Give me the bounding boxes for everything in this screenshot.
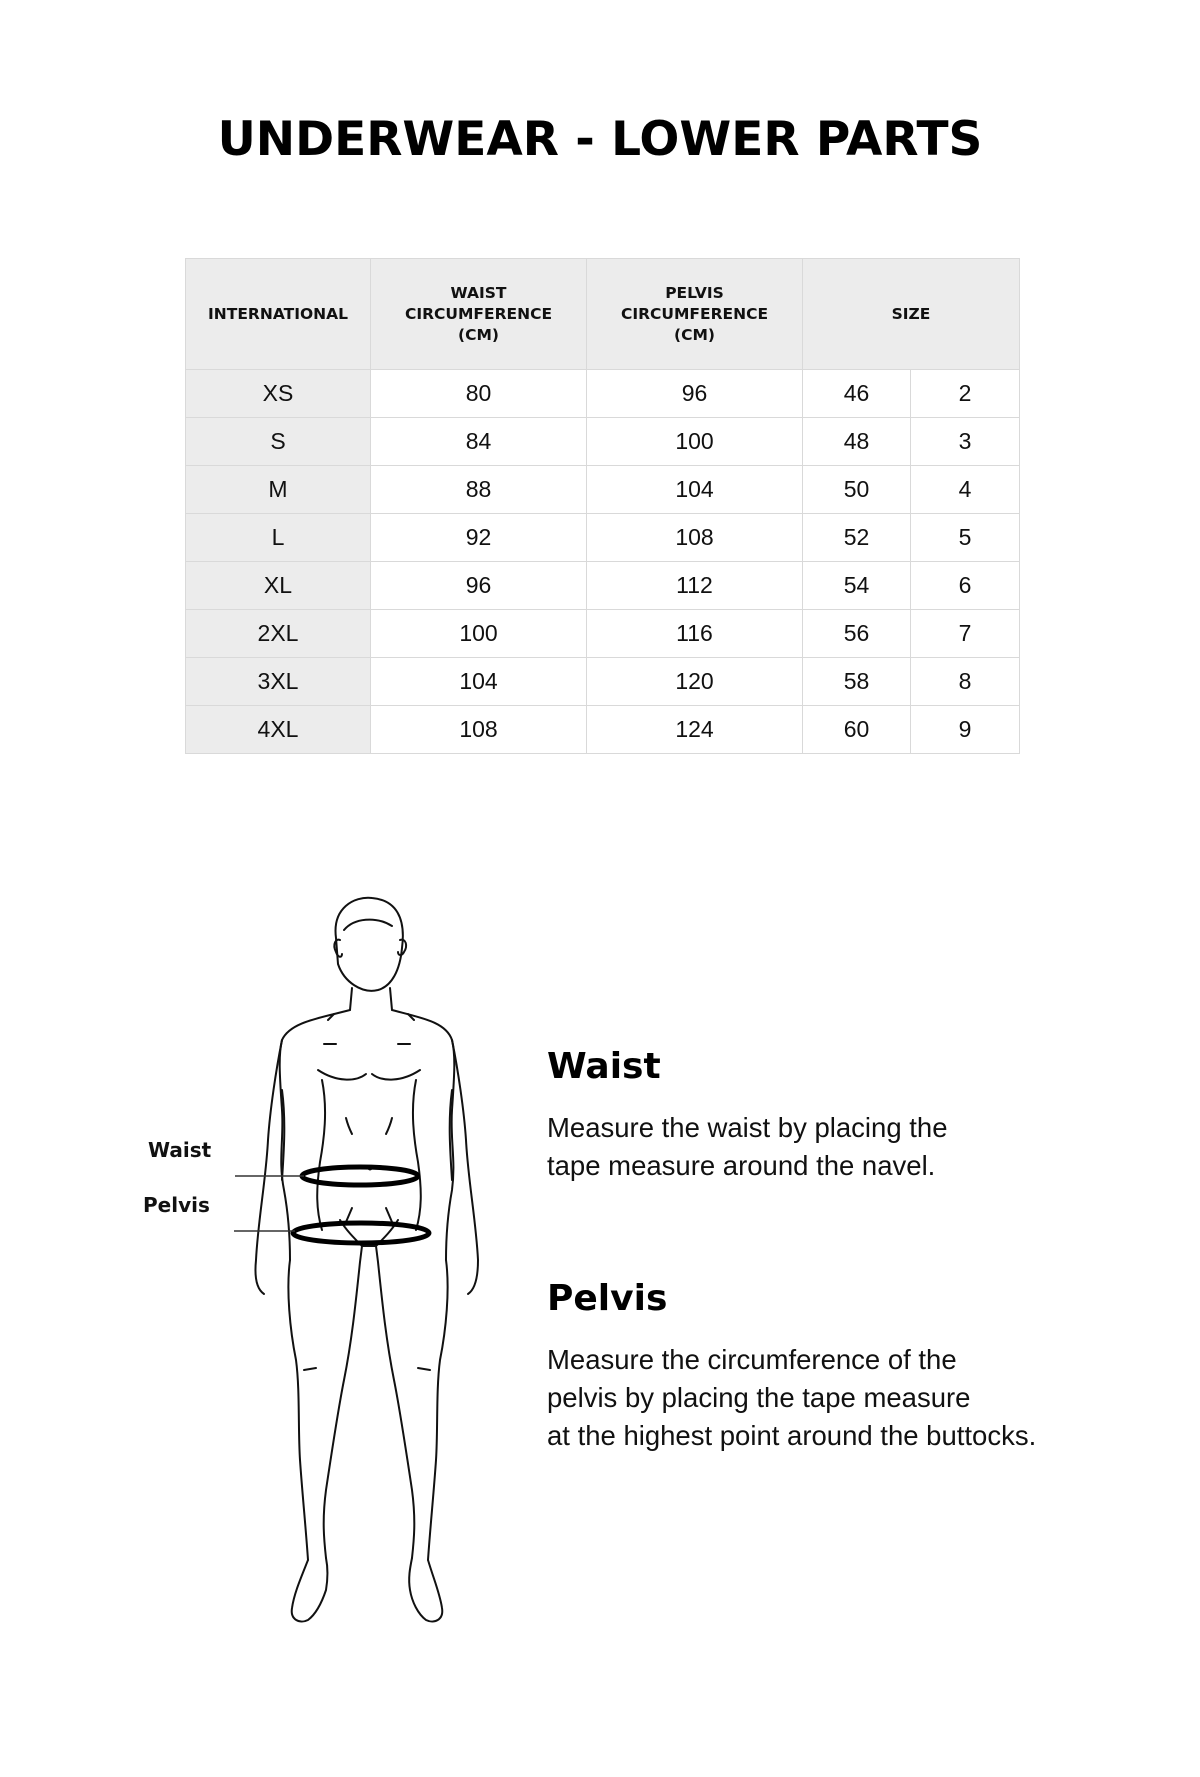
table-row xyxy=(186,466,1020,514)
pelvis-instructions: Measure the circumference of the pelvis by placing the tape measure at the highest point around the buttocks. xyxy=(547,1344,1037,1451)
cell-pelvis: 120 xyxy=(587,658,803,706)
cell-waist: 88 xyxy=(371,466,587,514)
pelvis-label: Pelvis xyxy=(143,1193,210,1217)
table-row xyxy=(186,658,1020,706)
table-row xyxy=(186,370,1020,418)
cell-international: L xyxy=(186,514,371,562)
cell-size-eu: 52 xyxy=(803,514,911,562)
table-row xyxy=(186,610,1020,658)
cell-international: 3XL xyxy=(186,658,371,706)
header-size: SIZE xyxy=(803,259,1020,370)
cell-size-alt: 2 xyxy=(911,370,1020,418)
cell-international: 2XL xyxy=(186,610,371,658)
body-figure-illustration xyxy=(140,890,480,1630)
cell-international: XL xyxy=(186,562,371,610)
cell-size-alt: 8 xyxy=(911,658,1020,706)
pelvis-heading: Pelvis xyxy=(547,1278,668,1319)
waist-instructions: Measure the waist by placing the tape measure around the navel. xyxy=(547,1112,948,1181)
cell-pelvis: 108 xyxy=(587,514,803,562)
cell-size-eu: 50 xyxy=(803,466,911,514)
cell-pelvis: 96 xyxy=(587,370,803,418)
cell-pelvis: 124 xyxy=(587,706,803,754)
cell-size-alt: 5 xyxy=(911,514,1020,562)
waist-label: Waist xyxy=(148,1138,212,1162)
cell-size-alt: 4 xyxy=(911,466,1020,514)
cell-international: M xyxy=(186,466,371,514)
cell-size-alt: 9 xyxy=(911,706,1020,754)
cell-size-eu: 46 xyxy=(803,370,911,418)
header-pelvis-circumference: PELVIS CIRCUMFERENCE (CM) xyxy=(587,259,803,370)
cell-waist: 84 xyxy=(371,418,587,466)
cell-waist: 100 xyxy=(371,610,587,658)
table-row xyxy=(186,418,1020,466)
cell-international: XS xyxy=(186,370,371,418)
page-title: UNDERWEAR - LOWER PARTS xyxy=(217,112,983,167)
head-outline xyxy=(336,898,403,991)
cell-waist: 104 xyxy=(371,658,587,706)
table-row xyxy=(186,514,1020,562)
cell-size-eu: 48 xyxy=(803,418,911,466)
cell-waist: 92 xyxy=(371,514,587,562)
cell-size-alt: 3 xyxy=(911,418,1020,466)
table-row xyxy=(186,562,1020,610)
waist-heading: Waist xyxy=(547,1046,661,1087)
table-row xyxy=(186,706,1020,754)
cell-size-eu: 58 xyxy=(803,658,911,706)
cell-pelvis: 104 xyxy=(587,466,803,514)
cell-size-eu: 54 xyxy=(803,562,911,610)
header-waist-circumference: WAIST CIRCUMFERENCE (CM) xyxy=(371,259,587,370)
cell-waist: 80 xyxy=(371,370,587,418)
table-header-row xyxy=(186,259,1020,370)
cell-pelvis: 116 xyxy=(587,610,803,658)
cell-waist: 96 xyxy=(371,562,587,610)
size-chart-table xyxy=(185,258,1020,754)
cell-size-alt: 6 xyxy=(911,562,1020,610)
pelvis-band xyxy=(293,1223,429,1243)
cell-international: 4XL xyxy=(186,706,371,754)
cell-size-eu: 56 xyxy=(803,610,911,658)
cell-waist: 108 xyxy=(371,706,587,754)
cell-international: S xyxy=(186,418,371,466)
cell-pelvis: 112 xyxy=(587,562,803,610)
cell-size-eu: 60 xyxy=(803,706,911,754)
header-international: INTERNATIONAL xyxy=(186,259,371,370)
cell-pelvis: 100 xyxy=(587,418,803,466)
cell-size-alt: 7 xyxy=(911,610,1020,658)
waist-band xyxy=(302,1167,418,1185)
